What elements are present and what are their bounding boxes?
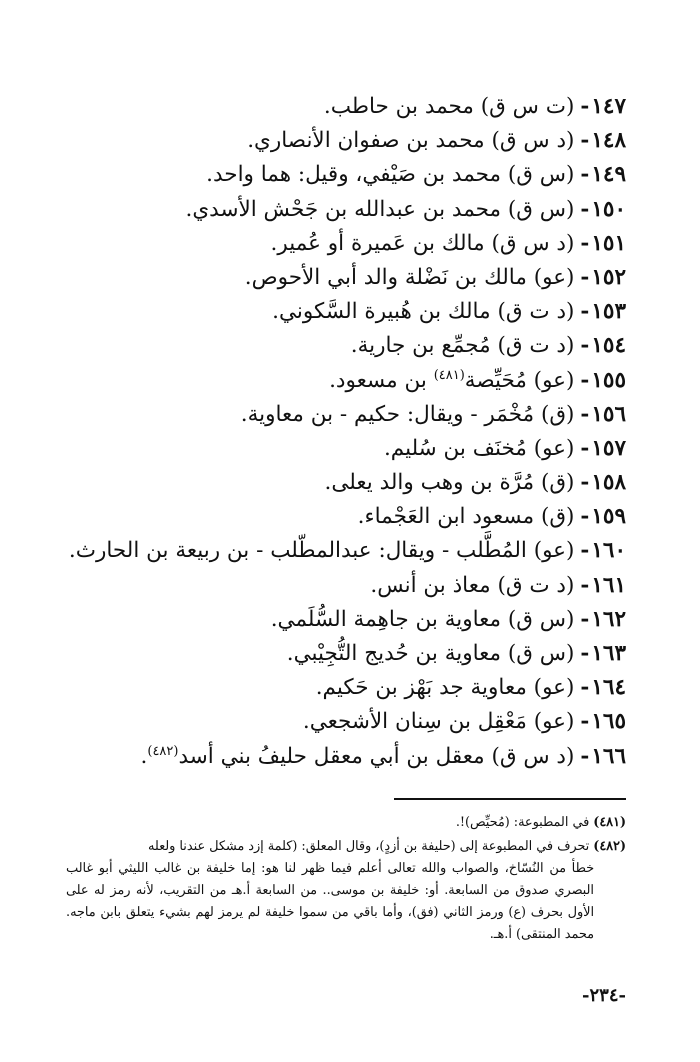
entry-text: (عو) المُطَّلب - ويقال: عبدالمطّلب - بن ربيعة بن الحارث. — [68, 538, 575, 564]
entry-number: ١٥٠ — [591, 196, 626, 222]
entry-number: ١٥٣ — [591, 299, 626, 325]
footnote-number: (٤٨٢) — [593, 839, 626, 854]
entry-text: (عو) مُخنَف بن سُليم. — [383, 435, 575, 461]
entry-number: ١٥٦ — [591, 401, 626, 427]
entry-number: ١٤٧ — [591, 94, 626, 119]
list-item: ١٦٦-(د س ق) معقل بن أبي معقل حليفُ بني أسد$^{(٤٨٢)}$. — [140, 743, 626, 769]
list-item: ١٥٨-(ق) مُرَّة بن وهب والد يعلى. — [324, 470, 626, 496]
entry-number: ١٥٥ — [591, 367, 626, 393]
entry-number: ١٥٧ — [591, 435, 626, 461]
list-item: ١٥٦-(ق) مُخْمَر - ويقال: حكيم - بن معاوية. — [240, 401, 626, 427]
entry-text: (عو) مالك بن نَضْلة والد أبي الأحوص. — [244, 264, 575, 290]
entry-text: (س ق) محمد بن صَيْفي، وقيل: هما واحد. — [206, 162, 575, 188]
list-item: ١٦٤-(عو) معاوية جد بَهْز بن حَكيم. — [315, 675, 626, 701]
entry-number: ١٦٤ — [591, 675, 626, 701]
list-item: ١٥٠-(س ق) محمد بن عبدالله بن جَحْش الأسدي. — [185, 196, 626, 222]
entry-text: (س ق) محمد بن عبدالله بن جَحْش الأسدي. — [185, 196, 575, 222]
list-item: ١٥٤-(د ت ق) مُجمِّع بن جارية. — [350, 333, 626, 359]
entry-number: ١٦١ — [591, 572, 626, 598]
entry-text: (د س ق) مالك بن عَميرة أو عُمير. — [270, 230, 575, 256]
narrator-list — [66, 90, 626, 774]
entry-text: (عو) مُحَيِّصة — [464, 367, 575, 393]
entry-number: ١٦٦ — [591, 743, 626, 769]
entry-text: (د س ق) معقل بن أبي معقل حليفُ بني أسد — [178, 743, 575, 769]
entry-text: (د ت ق) مالك بن هُبيرة السَّكوني. — [272, 299, 575, 325]
entry-text-continued: . — [140, 743, 148, 769]
list-item: ١٦٠-(عو) المُطَّلب - ويقال: عبدالمطّلب - بن ربيعة بن الحارث. — [68, 538, 626, 564]
entry-number: ١٤٩ — [591, 162, 626, 188]
list-item: ١٤٧-(ت س ق) محمد بن حاطب. — [323, 94, 626, 119]
entry-text: (ق) مسعود ابن العَجْماء. — [357, 504, 575, 530]
list-item: ١٤٨-(د س ق) محمد بن صفوان الأنصاري. — [247, 128, 626, 154]
footnotes — [66, 812, 626, 948]
entry-text: (ت س ق) محمد بن حاطب. — [323, 94, 575, 119]
list-item: ١٦٣-(س ق) معاوية بن حُديج التُّجِيْبي. — [286, 641, 626, 666]
entry-number: ١٥٨ — [591, 470, 626, 496]
footnote — [66, 812, 626, 834]
entry-number: ١٥١ — [591, 230, 626, 256]
entry-number: ١٤٨ — [591, 128, 626, 154]
list-item: ١٥٢-(عو) مالك بن نَضْلة والد أبي الأحوص. — [244, 264, 626, 290]
footnote-reference: (٤٨٢) — [147, 743, 179, 759]
entry-text: (عو) معاوية جد بَهْز بن حَكيم. — [315, 675, 575, 701]
list-item: ١٥٧-(عو) مُخنَف بن سُليم. — [383, 435, 626, 461]
footnote-number: (٤٨١) — [593, 815, 626, 830]
entry-text: (عو) مَعْقِل بن سِنان الأشجعي. — [302, 709, 575, 735]
entry-number: ١٦٠ — [591, 538, 626, 564]
footnote-text: تحرف في المطبوعة إلى (حليفة بن أزدٍ)، وقال المعلق: (كلمة إزد مشكل عندنا ولعله — [147, 839, 590, 854]
list-item: ١٤٩-(س ق) محمد بن صَيْفي، وقيل: هما واحد. — [206, 162, 626, 188]
entry-text: (ق) مُرَّة بن وهب والد يعلى. — [324, 470, 575, 496]
footnote-divider — [394, 798, 626, 800]
entry-number: ١٥٤ — [591, 333, 626, 359]
footnote — [66, 836, 626, 946]
list-item: ١٥٣-(د ت ق) مالك بن هُبيرة السَّكوني. — [272, 299, 626, 325]
entry-number: ١٥٩ — [591, 504, 626, 530]
entry-number: ١٥٢ — [591, 264, 626, 290]
list-item: ١٥١-(د س ق) مالك بن عَميرة أو عُمير. — [270, 230, 626, 256]
footnote-text: في المطبوعة: (مُحيِّص)!. — [455, 815, 590, 830]
list-item: ١٦٢-(س ق) معاوية بن جاهِمة السُّلَمي. — [270, 606, 626, 632]
entry-text: (س ق) معاوية بن حُديج التُّجِيْبي. — [286, 641, 575, 666]
entry-number: ١٦٣ — [591, 641, 626, 666]
entry-text-continued: بن مسعود. — [329, 367, 434, 393]
entry-text: (س ق) معاوية بن جاهِمة السُّلَمي. — [270, 606, 575, 632]
entry-text: (د ت ق) مُجمِّع بن جارية. — [350, 333, 575, 359]
page-number: -٢٣٤- — [582, 985, 626, 1006]
footnote-reference: (٤٨١) — [433, 367, 465, 383]
list-item: ١٦١-(د ت ق) معاذ بن أنس. — [370, 572, 626, 598]
entry-text: (د ت ق) معاذ بن أنس. — [370, 572, 575, 598]
list-item: ١٦٥-(عو) مَعْقِل بن سِنان الأشجعي. — [302, 709, 626, 735]
list-item: ١٥٩-(ق) مسعود ابن العَجْماء. — [357, 504, 626, 530]
footnote-text-continued: خطأ من النُسّاخ، والصواب والله تعالى أعلم فيما ظهر لنا هو: إما خليفة بن غالب الليثي أبو غالب البصري صدوق من السابعة. أو: خليفة بن موسى.. من السابعة أ.هـ من التقريب، لأنه رمز له على الأول بحرف (ع) ورمز الثاني (فق)، وأما باقي من سموا خليفة لم يرمز لهم بشيء يتعلق بابن ماجه. محمد المنتقى) أ.هـ. — [66, 861, 594, 942]
entry-text: (د س ق) محمد بن صفوان الأنصاري. — [247, 128, 575, 154]
entry-text: (ق) مُخْمَر - ويقال: حكيم - بن معاوية. — [240, 401, 575, 427]
list-item: ١٥٥-(عو) مُحَيِّصة$^{(٤٨١)}$ بن مسعود. — [329, 367, 626, 393]
entry-number: ١٦٢ — [591, 606, 626, 632]
entry-number: ١٦٥ — [591, 709, 626, 735]
